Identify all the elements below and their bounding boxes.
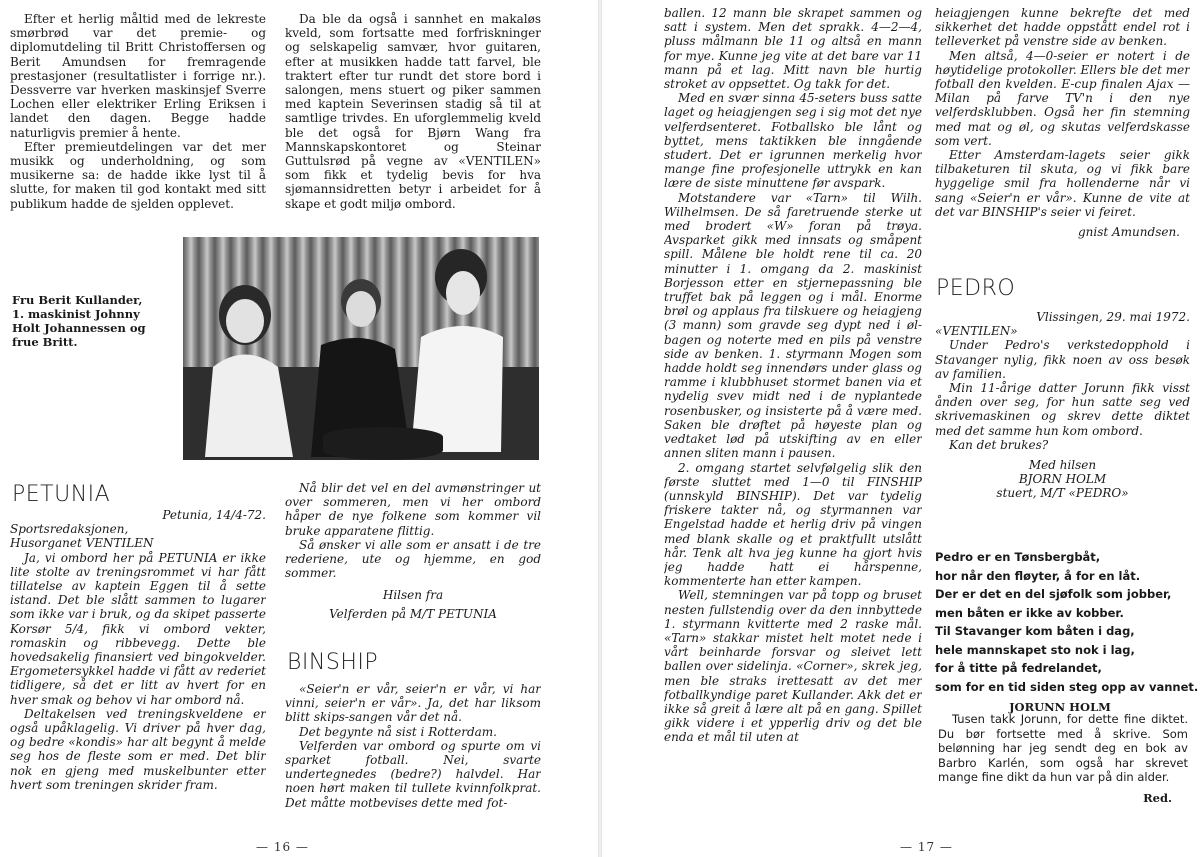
paragraph: Under Pedro's verkstedopphold i Stavanger nylig, fikk noen av oss besøk av familien.	[935, 338, 1190, 381]
poem-line: hele mannskapet sto nok i lag,	[935, 642, 1135, 657]
pedro-letter	[935, 310, 1190, 501]
photo-caption: Fru Berit Kullander, 1. maskinist Johnny Holt Johannessen og frue Britt.	[12, 293, 146, 349]
binship-article-end	[935, 6, 1190, 239]
signature: gnist Amundsen.	[1077, 225, 1180, 240]
paragraph: Nå blir det vel en del avmønstringer ut over sommeren, men vi her ombord håper de nye folkene som kommer vil bruke apparatene flittig.	[285, 481, 541, 538]
poem-line: Pedro er en Tønsbergbåt,	[935, 550, 1101, 564]
paragraph: Min 11-årige datter Jorunn fikk visst ånden over seg, for hun satte seg ved skrivemaskinen og skrev dette diktet med det samme hun kom ombord.	[935, 381, 1190, 438]
paragraph: Efter premieutdelingen var det mer musikk og underholdning, og som musikerne sa: de hadde ikke lyst til å slutte, for maken til god kontakt med sitt publikum hadde de sjelden opplevet.	[10, 139, 266, 211]
paragraph: Det begynte nå sist i Rotterdam.	[299, 724, 497, 739]
page-number: — 16 —	[256, 840, 309, 854]
article-continued-column	[10, 12, 266, 211]
petunia-letter	[10, 508, 266, 792]
poem-line: Der er det en del sjøfolk som jobber,	[935, 587, 1172, 601]
addressee: Husorganet VENTILEN	[10, 536, 154, 551]
paragraph: Tusen takk Jorunn, for dette fine diktet. Du bør fortsette med å skrive. Som belønning har jeg sendt deg en bok av Barbro Karlén, som også har skrevet mange fine dikt da hun var på din alder.	[938, 712, 1188, 784]
editor-reply	[938, 712, 1188, 805]
greeting: Med hilsen	[1028, 458, 1097, 473]
binship-article	[285, 682, 541, 810]
page-17	[600, 0, 1200, 857]
section-heading-petunia: PETUNIA	[12, 482, 111, 507]
page-number: — 17 —	[900, 840, 953, 854]
paragraph: ballen. 12 mann ble skrapet sammen og satt i system. Men det sprakk. 4—2—4, pluss målmann ble 11 og altså en mann for mye. Kunne jeg vite at det bare var 11 mann på et lag. Mitt navn ble hurtig stroket av oppsettet. Og takk for det.	[664, 6, 922, 92]
signature: BJORN HOLM	[1018, 472, 1107, 487]
group-photo	[183, 237, 539, 460]
section-heading-binship: BINSHIP	[287, 650, 379, 675]
signature-title: stuert, M/T «PEDRO»	[996, 486, 1129, 501]
petunia-letter-continued	[285, 481, 541, 621]
section-heading-pedro: PEDRO	[936, 276, 1016, 301]
paragraph: Ja, vi ombord her på PETUNIA er ikke lite stolte av treningsrommet vi har fått tillatelse av kaptein Eggen til å sette istand. Det ble slått sammen to lugarer som ikke var i bruk, og da skipet passerte Korsør 5/4, fikk vi ombord vekter, romaskin og ribbevegg. Dette ble hovedsakelig finansiert ved bingokvelder. Ergometersykkel hadde vi fått av rederiet tidligere, så det er litt av hvert for en hver smak og behov vi har ombord nå.	[10, 550, 266, 707]
paragraph: Well, stemningen var på topp og bruset nesten fullstendig over da den innbyttede 1. styrmann kvitterte med 2 raske mål. «Tarn» stakkar mistet helt motet nede i vårt beinharde forsvar og sleivet lett ballen over sidelinja. «Corner», skrek jeg, men ble straks irettesatt av det mer fotballkyndige paret Kullander. Akk det er ikke så greit å lære alt på en gang. Spillet gikk videre i et ypperlig driv og det ble enda et mål til uten at	[664, 588, 922, 745]
paragraph: Efter et herlig måltid med de lekreste smørbrød var det premie- og diplomutdeling til Britt Christoffersen og Berit Amundsen for fremragende prestasjoner (resultatlister i forrige nr.). Dessverre var hverken maskinsjef Sverre Lochen eller elektriker Erling Eriksen i landet den dagen. Begge hadde naturligvis premier å hente.	[10, 12, 266, 140]
binship-article-continued	[664, 6, 922, 745]
paragraph: Deltakelsen ved treningskveldene er også upåklagelig. Vi driver på hver dag, og bedre «kondis» har alt begynt å melde seg hos de fleste som er med. Det blir nok en gjeng med muskelbunter etter hvert som treningen skrider fram.	[10, 706, 266, 792]
paragraph: Men altså, 4—0-seier er notert i de høytidelige protokoller. Ellers ble det mer fotball den kvelden. E-cup finalen Ajax — Milan på farve TV'n i den nye velferdsklubben. Også her fin stemning med mat og øl, og skutas velferdskasse som vert.	[935, 48, 1190, 148]
poem-line: men båten er ikke av kobber.	[935, 605, 1124, 620]
poem	[935, 548, 1199, 717]
poem-line: Til Stavanger kom båten i dag,	[935, 624, 1135, 638]
paragraph: Med en svær sinna 45-seters buss satte laget og heiagjengen seg i sig mot det nye velferdsenteret. Fotballsko ble lånt og byttet, mens taktikken ble inngående studert. Det er igrunnen merkelig hvor mange fine profesjonelle uttrykk en kan lære de siste minuttene før avspark.	[664, 91, 922, 191]
paragraph: «Seier'n er vår, seier'n er vår, vi har vinni, seier'n er vår». Ja, det har liksom blitt skips-sangen vår det nå.	[285, 682, 541, 725]
poem-line: hor når den fløyter, å for en låt.	[935, 568, 1141, 583]
paragraph: Kan det brukes?	[949, 437, 1049, 452]
paragraph: Motstandere var «Tarn» til Wilh. Wilhelmsen. De så faretruende sterke ut med brodert «W» foran på trøya. Avsparket gikk med innsats og småpent spill. Målene ble holdt rene til ca. 20 minutter i 1. omgang da 2. maskinist Borjesson etter en stjernepassning ble truffet bak på leggen og i mål. Enorme brøl og applaus fra tilskuere og heiagjeng (3 mann) som gravde seg dypt ned i øl-bagen og noterte med en pils på venstre side av benken. 1. styrmann Mogen som hadde holdt seg innendørs under glass og ramme i klubbhuset stormet banen via et nydelig svev midt ned i de nyplantede rosenbusker, og insisterte på å være med. Saken ble drøftet på høyeste plan og vedtaket lød på utskifting av en eller annen sliten mann i pausen.	[664, 190, 922, 461]
editor-signature: Red.	[1143, 790, 1172, 805]
paragraph: Velferden var ombord og spurte om vi sparket fotball. Nei, svarte undertegnedes (bedre?) halvdel. Har noen hørt maken til tullete kvinnfolkprat. Det måtte motbevises dette med fot-	[285, 738, 541, 810]
greeting: Hilsen fra	[382, 588, 444, 603]
dateline: Petunia, 14/4-72.	[162, 508, 266, 522]
signature: Velferden på M/T PETUNIA	[329, 606, 497, 621]
poem-line: som for en tid siden steg opp av vannet.	[935, 679, 1199, 694]
paragraph: heiagjengen kunne bekrefte det med sikkerhet det hadde oppstått endel rot i telleverket på venstre side av benken.	[935, 6, 1190, 49]
addressee: «VENTILEN»	[935, 324, 1018, 339]
dateline: Vlissingen, 29. mai 1972.	[1036, 310, 1190, 324]
addressee: Sportsredaksjonen,	[10, 522, 129, 537]
paragraph: Da ble da også i sannhet en makaløs kveld, som fortsatte med forfriskninger og selskapelig samvær, hvor guitaren, efter at musikken hadde tatt farvel, ble traktert efter tur rundt det store bord i salongen, mens stuert og piker sammen med kaptein Severinsen stadig så til at samtlige trivdes. En uforglemmelig kveld ble det også for Bjørn Wang fra Mannskapskontoret og Steinar Guttulsrød på vegne av «VENTILEN» som fikk et tydelig bevis for hva sjømannsidretten betyr i arbeidet for å skape et godt miljø ombord.	[285, 12, 541, 211]
paragraph: Etter Amsterdam-lagets seier gikk tilbaketuren til skuta, og vi fikk bare hyggelige smil fra hollenderne når vi sang «Seier'n er vår». Kunne de vite at det var BINSHIP's seier vi feiret.	[935, 148, 1190, 219]
poem-line: for å titte på fedrelandet,	[935, 661, 1102, 675]
paragraph: 2. omgang startet selvfølgelig slik den første sluttet med 1—0 til FINSHIP (unnskyld BINSHIP). Det var tydelig friskere takter nå, og styrmannen var Engelstad hadde et herlig driv på vingen med blank skalle og et praktfullt utslått hår. Tenk alt hva jeg kunne ha gjort hvis jeg hadde hatt ei hårspenne, kommenterte han etter kampen.	[664, 460, 922, 589]
poem-author: JORUNN HOLM	[1009, 700, 1111, 714]
people-silhouettes	[183, 237, 539, 460]
article-continued-column	[285, 12, 541, 211]
paragraph: Så ønsker vi alle som er ansatt i de tre rederiene, ute og hjemme, en god sommer.	[285, 537, 541, 581]
